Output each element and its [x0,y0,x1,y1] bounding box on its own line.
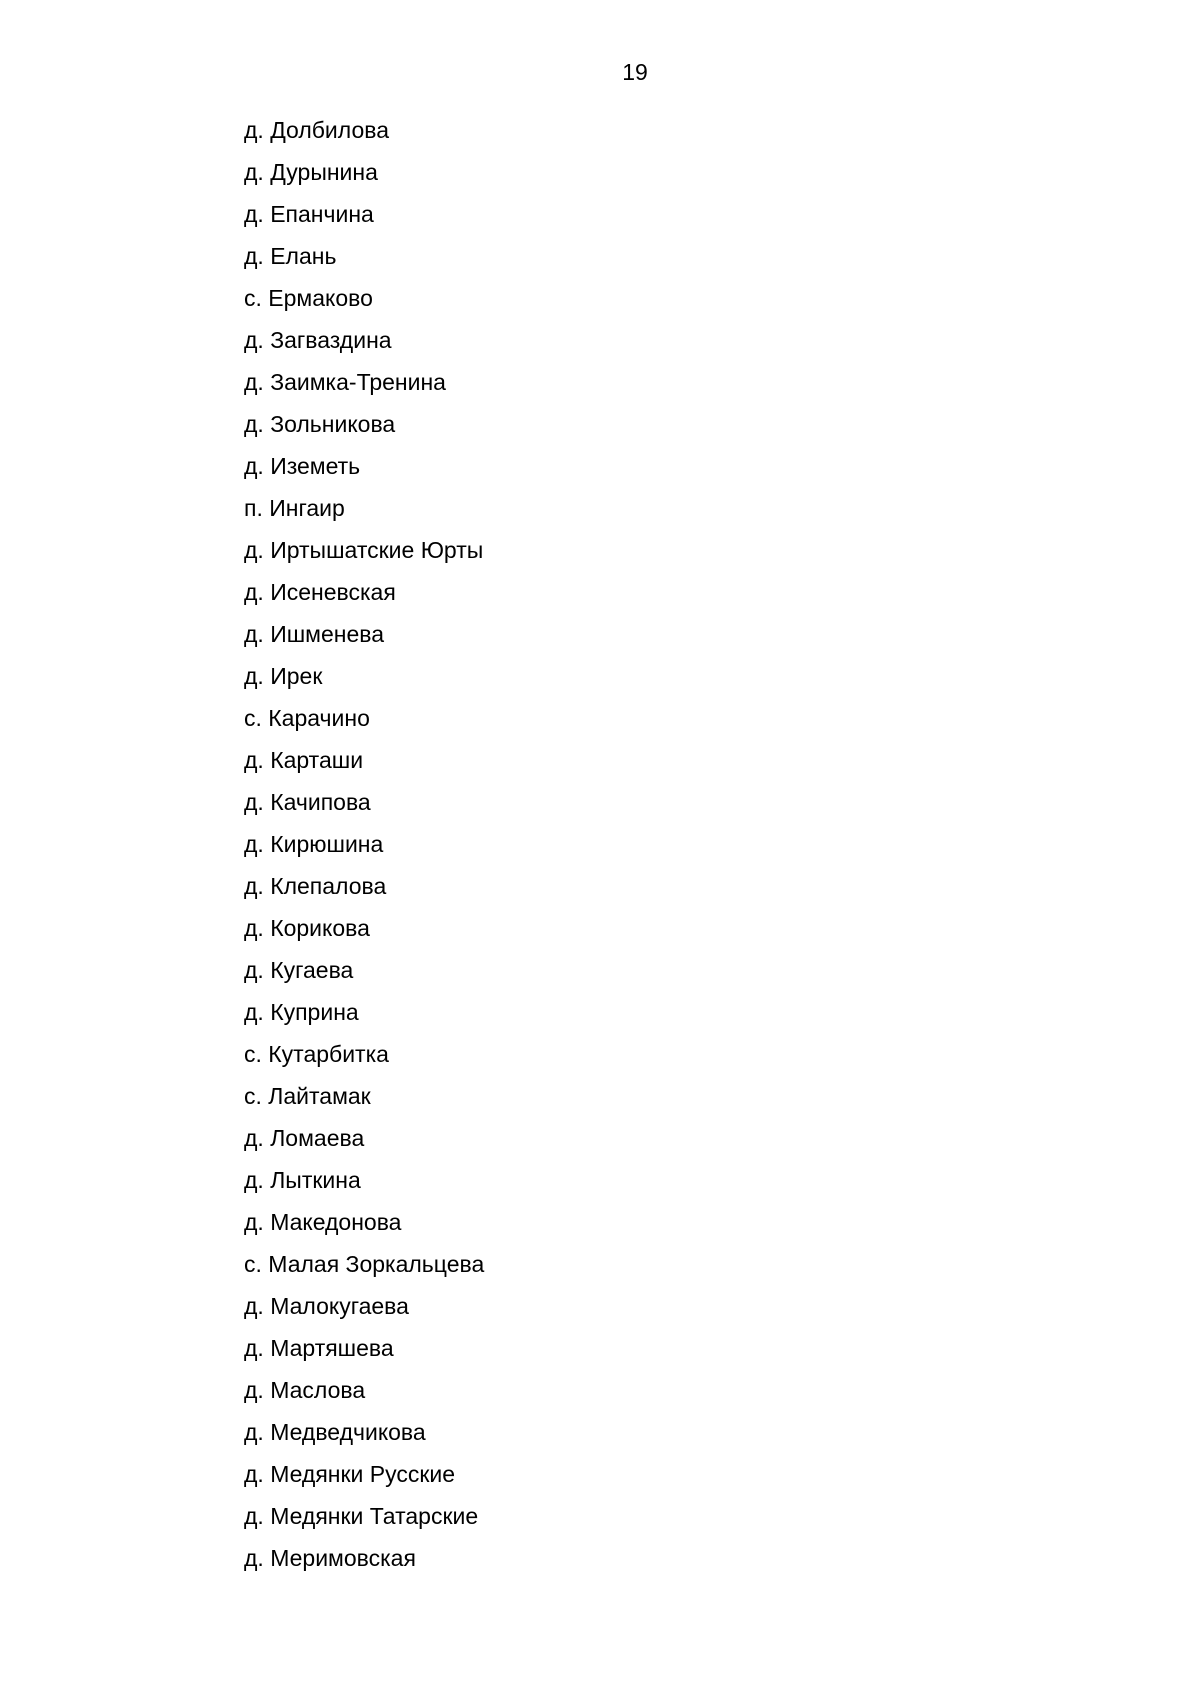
list-item: п. Ингаир [244,495,345,521]
list-item: д. Маслова [244,1377,366,1403]
list-item: д. Елань [244,243,337,269]
list-item: д. Зольникова [244,411,396,437]
list-item: д. Македонова [244,1209,402,1235]
list-item: д. Долбилова [244,117,389,143]
list-item: с. Лайтамак [244,1083,371,1109]
list-item: д. Дурынина [244,159,378,185]
list-item: д. Малокугаева [244,1293,409,1319]
list-item: д. Заимка-Тренина [244,369,446,395]
list-item: д. Корикова [244,915,370,941]
list-item: д. Иземеть [244,453,361,479]
list-item: д. Епанчина [244,201,374,227]
list-item: д. Исеневская [244,579,396,605]
list-item: д. Кирюшина [244,831,384,857]
list-item: с. Кутарбитка [244,1041,389,1067]
list-item: д. Куприна [244,999,359,1025]
list-item: д. Качипова [244,789,371,815]
list-item: с. Карачино [244,705,370,731]
page-number: 19 [622,59,648,85]
list-item: д. Иртышатские Юрты [244,537,484,563]
list-item: д. Меримовская [244,1545,416,1571]
list-item: д. Ишменева [244,621,385,647]
list-item: д. Кугаева [244,957,354,983]
list-item: д. Клепалова [244,873,387,899]
list-item: д. Медведчикова [244,1419,426,1445]
list-item: д. Медянки Русские [244,1461,456,1487]
list-item: д. Медянки Татарские [244,1503,479,1529]
list-item: д. Ломаева [244,1125,365,1151]
settlement-list [244,116,484,1586]
list-item: д. Карташи [244,747,364,773]
list-item: с. Малая Зоркальцева [244,1251,485,1277]
list-item: с. Ермаково [244,285,373,311]
list-item: д. Ирек [244,663,323,689]
list-item: д. Мартяшева [244,1335,394,1361]
list-item: д. Загваздина [244,327,392,353]
list-item: д. Лыткина [244,1167,361,1193]
